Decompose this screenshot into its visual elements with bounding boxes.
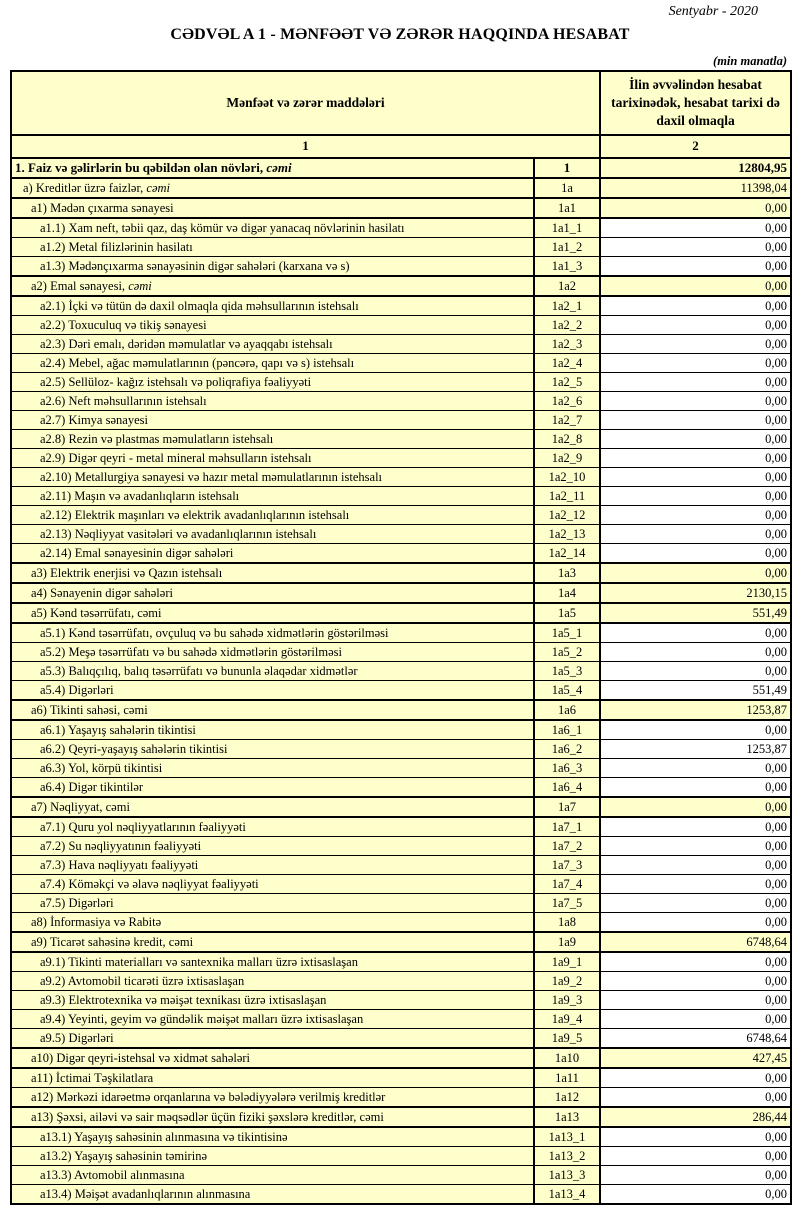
unit-note: (min manatla) bbox=[713, 54, 787, 69]
row-code: 1a2_11 bbox=[534, 486, 600, 505]
table-row bbox=[11, 372, 791, 391]
row-value: 0,00 bbox=[600, 777, 791, 797]
table-row bbox=[11, 836, 791, 855]
row-value: 1253,87 bbox=[600, 739, 791, 758]
row-label: a7.5) Digərləri bbox=[11, 893, 534, 912]
table-row bbox=[11, 720, 791, 740]
row-value: 0,00 bbox=[600, 410, 791, 429]
row-label-italic: cəmi bbox=[266, 160, 292, 176]
table-row bbox=[11, 1107, 791, 1127]
row-value: 0,00 bbox=[600, 817, 791, 837]
table-row bbox=[11, 661, 791, 680]
row-value: 0,00 bbox=[600, 1165, 791, 1184]
report-table-body bbox=[11, 158, 791, 1204]
row-label: a5.3) Balıqçılıq, balıq təsərrüfatı və bununla əlaqədar xidmətlər bbox=[11, 661, 534, 680]
row-label: a9.1) Tikinti materialları və santexnika malları üzrə ixtisaslaşan bbox=[11, 952, 534, 972]
row-value: 0,00 bbox=[600, 237, 791, 256]
row-label-italic: cəmi bbox=[146, 180, 170, 195]
row-label: a2.9) Digər qeyri - metal mineral məhsulların istehsalı bbox=[11, 448, 534, 467]
row-code: 1a7_5 bbox=[534, 893, 600, 912]
row-code: 1a6_1 bbox=[534, 720, 600, 740]
row-label: a7.1) Quru yol nəqliyyatlarının fəaliyyəti bbox=[11, 817, 534, 837]
table-row bbox=[11, 932, 791, 952]
row-code: 1a2_4 bbox=[534, 353, 600, 372]
row-code: 1a7_3 bbox=[534, 855, 600, 874]
row-value: 0,00 bbox=[600, 990, 791, 1009]
row-code: 1a9_1 bbox=[534, 952, 600, 972]
row-value: 0,00 bbox=[600, 334, 791, 353]
report-period: Sentyabr - 2020 bbox=[668, 4, 758, 19]
row-value: 0,00 bbox=[600, 720, 791, 740]
row-code: 1a7_2 bbox=[534, 836, 600, 855]
row-value: 0,00 bbox=[600, 198, 791, 218]
table-row bbox=[11, 505, 791, 524]
row-label: a13.1) Yaşayış sahəsinin alınmasına və tikintisinə bbox=[11, 1127, 534, 1147]
row-label: a7.2) Su nəqliyyatının fəaliyyəti bbox=[11, 836, 534, 855]
table-row bbox=[11, 1009, 791, 1028]
row-label: a2.3) Dəri emalı, dəridən məmulatlar və ayaqqabı istehsalı bbox=[11, 334, 534, 353]
table-row bbox=[11, 680, 791, 700]
row-code: 1a2_13 bbox=[534, 524, 600, 543]
row-value: 0,00 bbox=[600, 391, 791, 410]
row-value: 0,00 bbox=[600, 1184, 791, 1204]
table-row bbox=[11, 893, 791, 912]
table-row bbox=[11, 315, 791, 334]
row-value: 0,00 bbox=[600, 276, 791, 296]
row-value: 0,00 bbox=[600, 218, 791, 238]
row-code: 1a4 bbox=[534, 583, 600, 603]
row-code: 1a2_7 bbox=[534, 410, 600, 429]
table-row bbox=[11, 758, 791, 777]
row-value: 6748,64 bbox=[600, 1028, 791, 1048]
table-row bbox=[11, 1146, 791, 1165]
row-code: 1a5 bbox=[534, 603, 600, 623]
row-label: a9.3) Elektrotexnika və məişət texnikası üzrə ixtisaslaşan bbox=[11, 990, 534, 1009]
row-value: 11398,04 bbox=[600, 178, 791, 198]
table-row bbox=[11, 583, 791, 603]
row-code: 1a13_3 bbox=[534, 1165, 600, 1184]
row-code: 1a6_2 bbox=[534, 739, 600, 758]
row-code: 1a2_9 bbox=[534, 448, 600, 467]
table-row bbox=[11, 1184, 791, 1204]
table-row bbox=[11, 912, 791, 932]
row-value: 0,00 bbox=[600, 448, 791, 467]
row-value: 0,00 bbox=[600, 296, 791, 316]
row-value: 0,00 bbox=[600, 505, 791, 524]
row-value: 0,00 bbox=[600, 874, 791, 893]
row-label: a2.7) Kimya sənayesi bbox=[11, 410, 534, 429]
row-label: a2.8) Rezin və plastmas məmulatların istehsalı bbox=[11, 429, 534, 448]
column-number-row bbox=[11, 135, 791, 158]
row-label: a9.4) Yeyinti, geyim və gündəlik məişət malları üzrə ixtisaslaşan bbox=[11, 1009, 534, 1028]
row-label: a2.12) Elektrik maşınları və elektrik avadanlıqlarının istehsalı bbox=[11, 505, 534, 524]
row-value: 0,00 bbox=[600, 256, 791, 276]
row-value: 0,00 bbox=[600, 1127, 791, 1147]
table-row bbox=[11, 158, 791, 178]
row-value: 0,00 bbox=[600, 797, 791, 817]
row-code: 1a1_2 bbox=[534, 237, 600, 256]
table-row bbox=[11, 256, 791, 276]
row-label: a10) Digər qeyri-istehsal və xidmət sahələri bbox=[11, 1048, 534, 1068]
row-code: 1a2_2 bbox=[534, 315, 600, 334]
table-row bbox=[11, 391, 791, 410]
row-value: 0,00 bbox=[600, 758, 791, 777]
row-code: 1a13_4 bbox=[534, 1184, 600, 1204]
table-header-row bbox=[11, 71, 791, 135]
row-code: 1a7_1 bbox=[534, 817, 600, 837]
items-column-number: 1 bbox=[11, 135, 600, 158]
row-code: 1a2_1 bbox=[534, 296, 600, 316]
row-label: a7.4) Köməkçi və əlavə nəqliyyat fəaliyyəti bbox=[11, 874, 534, 893]
row-code: 1 bbox=[534, 158, 600, 178]
table-row bbox=[11, 276, 791, 296]
row-label: a4) Sənayenin digər sahələri bbox=[11, 583, 534, 603]
row-value: 551,49 bbox=[600, 680, 791, 700]
table-row bbox=[11, 603, 791, 623]
table-row bbox=[11, 623, 791, 643]
row-label: a2.5) Sellüloz- kağız istehsalı və poliqrafiya fəaliyyəti bbox=[11, 372, 534, 391]
row-label: a2.4) Mebel, ağac məmulatlarının (pəncərə, qapı və s) istehsalı bbox=[11, 353, 534, 372]
row-value: 0,00 bbox=[600, 642, 791, 661]
row-code: 1a11 bbox=[534, 1068, 600, 1088]
row-code: 1a9_3 bbox=[534, 990, 600, 1009]
row-value: 0,00 bbox=[600, 971, 791, 990]
row-value: 0,00 bbox=[600, 1087, 791, 1107]
table-row bbox=[11, 198, 791, 218]
row-code: 1a13_2 bbox=[534, 1146, 600, 1165]
row-label: a9.5) Digərləri bbox=[11, 1028, 534, 1048]
row-label: a6.2) Qeyri-yaşayış sahələrin tikintisi bbox=[11, 739, 534, 758]
row-label: a2.6) Neft məhsullarının istehsalı bbox=[11, 391, 534, 410]
row-code: 1a7 bbox=[534, 797, 600, 817]
row-value: 0,00 bbox=[600, 855, 791, 874]
table-row bbox=[11, 563, 791, 583]
table-row bbox=[11, 1068, 791, 1088]
row-value: 0,00 bbox=[600, 543, 791, 563]
row-code: 1a2_10 bbox=[534, 467, 600, 486]
row-value: 0,00 bbox=[600, 912, 791, 932]
table-row bbox=[11, 334, 791, 353]
table-row bbox=[11, 952, 791, 972]
row-value: 0,00 bbox=[600, 1146, 791, 1165]
value-column-header: İlin əvvəlindən hesabat tarixinədək, hesabat tarixi də daxil olmaqla bbox=[600, 71, 791, 135]
table-row bbox=[11, 448, 791, 467]
row-label: a3) Elektrik enerjisi və Qazın istehsalı bbox=[11, 563, 534, 583]
row-code: 1a5_1 bbox=[534, 623, 600, 643]
row-label: a8) İnformasiya və Rabitə bbox=[11, 912, 534, 932]
row-label: a2.10) Metallurgiya sənayesi və hazır metal məmulatlarının istehsalı bbox=[11, 467, 534, 486]
row-label: a12) Mərkəzi idarəetmə orqanlarına və bələdiyyələrə verilmiş kreditlər bbox=[11, 1087, 534, 1107]
row-value: 0,00 bbox=[600, 661, 791, 680]
row-label: a2.11) Maşın və avadanlıqların istehsalı bbox=[11, 486, 534, 505]
row-value: 2130,15 bbox=[600, 583, 791, 603]
row-label: a5.1) Kənd təsərrüfatı, ovçuluq və bu sahədə xidmətlərin göstərilməsi bbox=[11, 623, 534, 643]
row-label: a13.2) Yaşayış sahəsinin təmirinə bbox=[11, 1146, 534, 1165]
profit-loss-table bbox=[10, 70, 792, 1205]
row-label: a6.4) Digər tikintilər bbox=[11, 777, 534, 797]
table-row bbox=[11, 1165, 791, 1184]
row-code: 1a2_6 bbox=[534, 391, 600, 410]
row-value: 0,00 bbox=[600, 893, 791, 912]
table-row bbox=[11, 700, 791, 720]
row-code: 1a2_14 bbox=[534, 543, 600, 563]
table-row bbox=[11, 296, 791, 316]
row-code: 1a1_1 bbox=[534, 218, 600, 238]
row-label: a1.3) Mədənçıxarma sənayəsinin digər sahələri (karxana və s) bbox=[11, 256, 534, 276]
table-row bbox=[11, 990, 791, 1009]
table-row bbox=[11, 486, 791, 505]
row-value: 0,00 bbox=[600, 623, 791, 643]
row-label: a6.1) Yaşayış sahələrin tikintisi bbox=[11, 720, 534, 740]
row-label: a) Kreditlər üzrə faizlər, cəmi bbox=[11, 178, 534, 198]
table-row bbox=[11, 218, 791, 238]
table-row bbox=[11, 429, 791, 448]
row-label: a2.2) Toxuculuq və tikiş sənayesi bbox=[11, 315, 534, 334]
row-code: 1a8 bbox=[534, 912, 600, 932]
row-label: a1.1) Xam neft, təbii qaz, daş kömür və digər yanacaq növlərinin hasilatı bbox=[11, 218, 534, 238]
row-label: a6.3) Yol, körpü tikintisi bbox=[11, 758, 534, 777]
row-label: a9.2) Avtomobil ticarəti üzrə ixtisaslaşan bbox=[11, 971, 534, 990]
table-row bbox=[11, 797, 791, 817]
row-code: 1a13_1 bbox=[534, 1127, 600, 1147]
row-code: 1a9 bbox=[534, 932, 600, 952]
row-value: 427,45 bbox=[600, 1048, 791, 1068]
table-row bbox=[11, 971, 791, 990]
row-value: 12804,95 bbox=[600, 158, 791, 178]
row-label: 1. Faiz və gəlirlərin bu qəbildən olan növləri, cəmi bbox=[11, 158, 534, 178]
table-row bbox=[11, 237, 791, 256]
table-row bbox=[11, 1048, 791, 1068]
row-code: 1a7_4 bbox=[534, 874, 600, 893]
row-label: a13.4) Məişət avadanlıqlarının alınmasına bbox=[11, 1184, 534, 1204]
row-code: 1a1_3 bbox=[534, 256, 600, 276]
row-code: 1a6 bbox=[534, 700, 600, 720]
table-row bbox=[11, 874, 791, 893]
table-row bbox=[11, 1028, 791, 1048]
row-code: 1a9_2 bbox=[534, 971, 600, 990]
row-code: 1a9_5 bbox=[534, 1028, 600, 1048]
page-title: CƏDVƏL A 1 - MƏNFƏƏT VƏ ZƏRƏR HAQQINDA HESABAT bbox=[170, 26, 630, 44]
row-code: 1a3 bbox=[534, 563, 600, 583]
row-label: a2.1) İçki və tütün də daxil olmaqla qida məhsullarının istehsalı bbox=[11, 296, 534, 316]
row-label: a2.13) Nəqliyyat vasitələri və avadanlıqlarının istehsalı bbox=[11, 524, 534, 543]
row-value: 0,00 bbox=[600, 836, 791, 855]
table-row bbox=[11, 1087, 791, 1107]
row-value: 0,00 bbox=[600, 486, 791, 505]
row-code: 1a6_3 bbox=[534, 758, 600, 777]
table-row bbox=[11, 178, 791, 198]
table-row bbox=[11, 739, 791, 758]
table-row bbox=[11, 353, 791, 372]
row-value: 0,00 bbox=[600, 1068, 791, 1088]
table-row bbox=[11, 642, 791, 661]
row-label: a7) Nəqliyyat, cəmi bbox=[11, 797, 534, 817]
row-value: 6748,64 bbox=[600, 932, 791, 952]
items-column-header: Mənfəət və zərər maddələri bbox=[11, 71, 600, 135]
table-row bbox=[11, 524, 791, 543]
row-label: a2) Emal sənayesi, cəmi bbox=[11, 276, 534, 296]
row-code: 1a2_5 bbox=[534, 372, 600, 391]
table-row bbox=[11, 777, 791, 797]
row-code: 1a6_4 bbox=[534, 777, 600, 797]
row-code: 1a9_4 bbox=[534, 1009, 600, 1028]
row-value: 0,00 bbox=[600, 952, 791, 972]
row-code: 1a bbox=[534, 178, 600, 198]
table-row bbox=[11, 855, 791, 874]
row-code: 1a2 bbox=[534, 276, 600, 296]
row-value: 0,00 bbox=[600, 315, 791, 334]
row-code: 1a1 bbox=[534, 198, 600, 218]
row-label: a5.2) Meşə təsərrüfatı və bu sahədə xidmətlərin göstərilməsi bbox=[11, 642, 534, 661]
row-label: a2.14) Emal sənayesinin digər sahələri bbox=[11, 543, 534, 563]
row-value: 0,00 bbox=[600, 372, 791, 391]
row-code: 1a2_8 bbox=[534, 429, 600, 448]
row-value: 551,49 bbox=[600, 603, 791, 623]
row-label: a11) İctimai Təşkilatlara bbox=[11, 1068, 534, 1088]
row-code: 1a12 bbox=[534, 1087, 600, 1107]
table-row bbox=[11, 1127, 791, 1147]
row-label: a6) Tikinti sahəsi, cəmi bbox=[11, 700, 534, 720]
table-row bbox=[11, 817, 791, 837]
row-code: 1a5_2 bbox=[534, 642, 600, 661]
row-value: 0,00 bbox=[600, 1009, 791, 1028]
row-label: a1) Mədən çıxarma sənayesi bbox=[11, 198, 534, 218]
row-code: 1a5_3 bbox=[534, 661, 600, 680]
row-label: a5.4) Digərləri bbox=[11, 680, 534, 700]
table-row bbox=[11, 410, 791, 429]
row-label: a9) Ticarət sahəsinə kredit, cəmi bbox=[11, 932, 534, 952]
row-label-italic: cəmi bbox=[128, 278, 152, 293]
table-row bbox=[11, 543, 791, 563]
value-column-number: 2 bbox=[600, 135, 791, 158]
row-value: 0,00 bbox=[600, 563, 791, 583]
row-value: 286,44 bbox=[600, 1107, 791, 1127]
row-label: a7.3) Hava nəqliyyatı fəaliyyəti bbox=[11, 855, 534, 874]
row-value: 1253,87 bbox=[600, 700, 791, 720]
row-value: 0,00 bbox=[600, 524, 791, 543]
row-value: 0,00 bbox=[600, 429, 791, 448]
row-code: 1a10 bbox=[534, 1048, 600, 1068]
row-label: a1.2) Metal filizlərinin hasilatı bbox=[11, 237, 534, 256]
row-code: 1a2_12 bbox=[534, 505, 600, 524]
row-code: 1a13 bbox=[534, 1107, 600, 1127]
table-row bbox=[11, 467, 791, 486]
row-value: 0,00 bbox=[600, 467, 791, 486]
row-label: a13) Şəxsi, ailəvi və sair məqsədlər üçün fiziki şəxslərə kreditlər, cəmi bbox=[11, 1107, 534, 1127]
row-label: a5) Kənd təsərrüfatı, cəmi bbox=[11, 603, 534, 623]
row-label: a13.3) Avtomobil alınmasına bbox=[11, 1165, 534, 1184]
row-code: 1a2_3 bbox=[534, 334, 600, 353]
row-code: 1a5_4 bbox=[534, 680, 600, 700]
row-value: 0,00 bbox=[600, 353, 791, 372]
